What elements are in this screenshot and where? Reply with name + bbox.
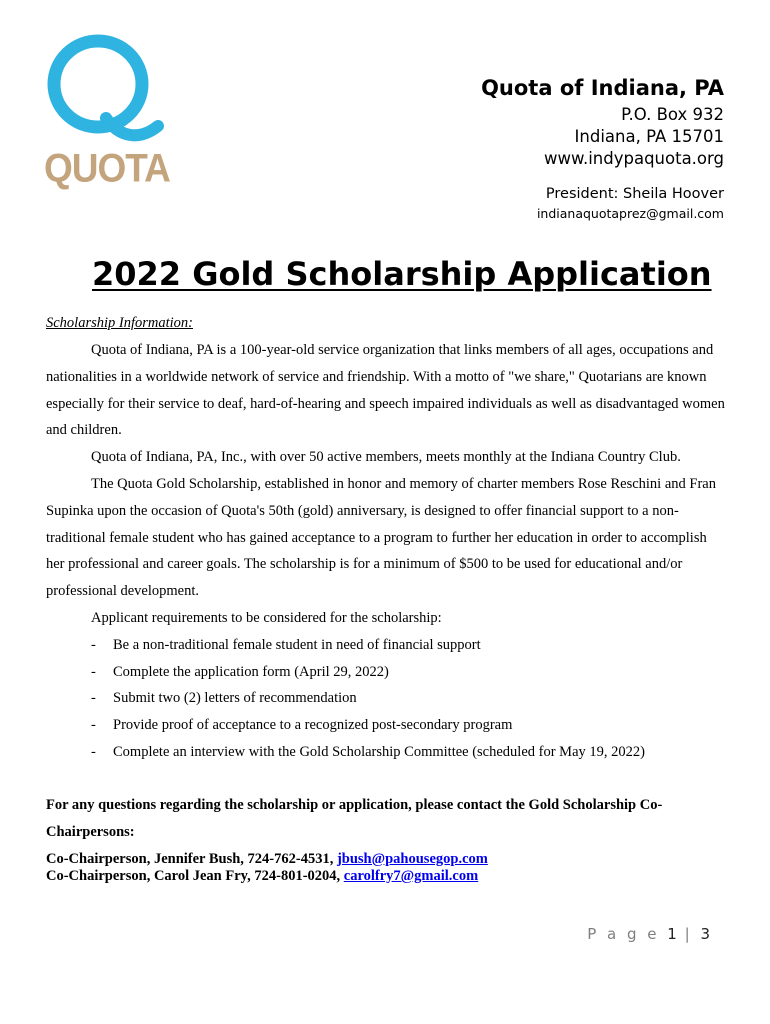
quota-logo [40, 32, 170, 191]
list-dash: - [91, 663, 96, 680]
page-separator: | [684, 925, 693, 943]
list-item [46, 632, 726, 659]
paragraph-members: Quota of Indiana, PA, Inc., with over 50 active members, meets monthly at the Indiana Country Club. [91, 449, 681, 466]
requirement-text: Be a non-traditional female student in need of financial support [113, 636, 481, 653]
org-po-box: P.O. Box 932 [621, 105, 724, 124]
paragraph-requirements-intro: Applicant requirements to be considered for the scholarship: [91, 609, 442, 626]
list-item [46, 712, 726, 739]
list-item [46, 685, 726, 712]
section-label: Scholarship Information: [46, 315, 194, 331]
org-city: Indiana, PA 15701 [574, 127, 724, 146]
org-name: Quota of Indiana, PA [481, 76, 724, 100]
page-number [587, 925, 710, 943]
page-label: P a g e [587, 925, 660, 943]
list-dash: - [91, 690, 96, 707]
requirement-text: Submit two (2) letters of recommendation [113, 690, 357, 707]
q-letter-icon [40, 32, 166, 152]
co-chair-text: Co-Chairperson, Carol Jean Fry, 724-801-0204, [46, 867, 344, 884]
paragraph-about: Quota of Indiana, PA is a 100-year-old service organization that links members of all ages, occupations and nationalities in a worldwide network of service and friendship. With a motto of "we share," Quotarians are known especially for their service to deaf, hard-of-hearing and speech impaired individuals as well as disadvantaged women and children. [46, 342, 725, 439]
paragraph-scholarship: The Quota Gold Scholarship, established in honor and memory of charter members Rose Reschini and Fran Supinka upon the occasion of Quota's 50th (gold) anniversary, is designed to offer financial support to a non-traditional female student who has gained acceptance to a program to further her education in order to accomplish her professional and career goals. The scholarship is for a minimum of $500 to be used for educational and/or professional development. [46, 475, 716, 600]
scholarship-info [46, 312, 726, 766]
list-dash: - [91, 636, 96, 653]
co-chair-line [46, 868, 726, 885]
email-link[interactable]: carolfry7@gmail.com [343, 867, 479, 884]
org-email[interactable]: indianaquotaprez@gmail.com [536, 206, 724, 221]
co-chair-line [46, 851, 726, 868]
page-total: 3 [700, 925, 710, 943]
requirements-list [46, 632, 726, 766]
co-chairs [46, 851, 726, 885]
requirement-text: Complete an interview with the Gold Scholarship Committee (scheduled for May 19, 2022) [113, 743, 645, 760]
page-title: 2022 Gold Scholarship Application [92, 255, 712, 293]
page-current: 1 [667, 925, 677, 943]
requirement-text: Provide proof of acceptance to a recognized post-secondary program [113, 717, 513, 734]
co-chair-text: Co-Chairperson, Jennifer Bush, 724-762-4531, [46, 850, 337, 867]
contact-section [46, 792, 726, 885]
requirement-text: Complete the application form (April 29, 2022) [113, 663, 389, 680]
list-dash: - [91, 743, 96, 760]
list-dash: - [91, 717, 96, 734]
email-link[interactable]: jbush@pahousegop.com [336, 850, 488, 867]
org-president: President: Sheila Hoover [545, 186, 724, 202]
org-website[interactable]: www.indypaquota.org [544, 149, 724, 168]
logo-wordmark: QUOTA [44, 145, 170, 191]
list-item [46, 659, 726, 686]
org-header [481, 74, 724, 224]
contact-intro: For any questions regarding the scholarship or application, please contact the Gold Scholarship Co-Chairpersons: [46, 797, 663, 840]
list-item [46, 739, 726, 766]
